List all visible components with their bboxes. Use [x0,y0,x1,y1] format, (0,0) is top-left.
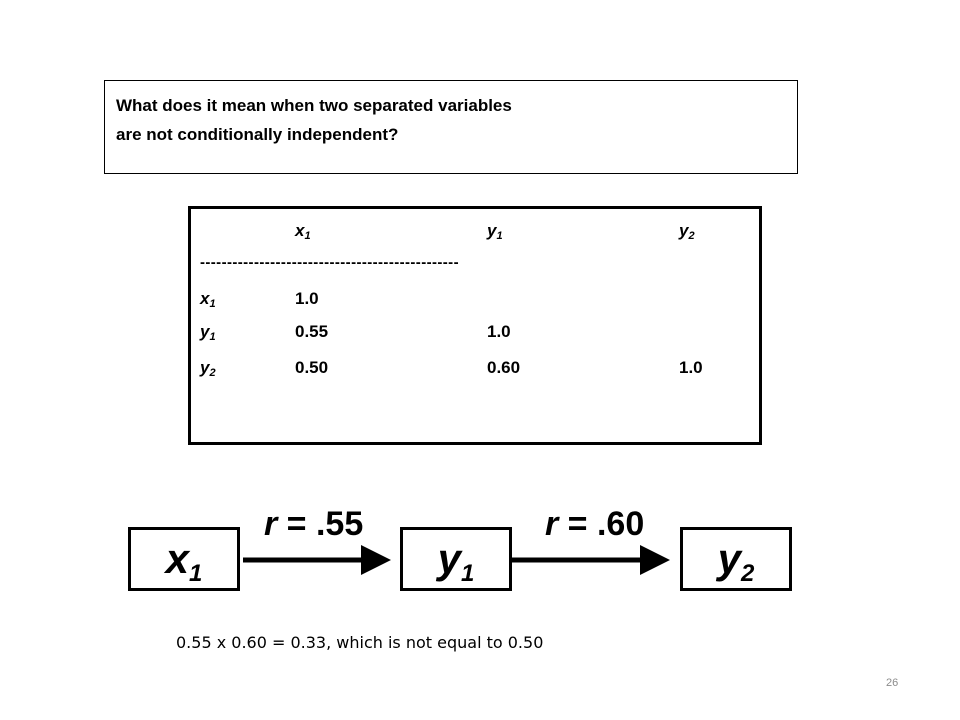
question-line-2: are not conditionally independent? [116,125,399,144]
matrix-row-header-x1: $x_1$ [200,289,216,310]
matrix-cell: 0.55 [295,322,329,341]
matrix-separator: ------------------------------------------------ [200,254,459,271]
path-label-x1-y1: r = .55 [264,505,364,543]
node-x1-label: $x_1$ [165,535,203,587]
node-x1 [128,527,240,591]
matrix-col-header-x1: $x_1$ [295,221,311,242]
node-y1-label: $y_1$ [437,535,475,587]
matrix-col-header-y1: $y_1$ [487,221,503,242]
node-y2-label: $y_2$ [717,535,755,587]
matrix-cell: 1.0 [295,289,319,308]
question-line-1: What does it mean when two separated variables [116,96,512,115]
path-label-y1-y2: r = .60 [545,505,645,543]
matrix-cell: 1.0 [679,358,703,377]
matrix-row-header-y2: $y_2$ [200,358,216,379]
formula-text: 0.55 x 0.60 = 0.33, which is not equal to 0.50 [176,633,544,652]
page-number: 26 [886,677,899,689]
matrix-row-header-y1: $y_1$ [200,322,216,343]
node-y1 [400,527,512,591]
matrix-cell: 0.60 [487,358,521,377]
matrix-col-header-y2: $y_2$ [679,221,695,242]
node-y2 [680,527,792,591]
matrix-cell: 0.50 [295,358,329,377]
matrix-cell: 1.0 [487,322,511,341]
